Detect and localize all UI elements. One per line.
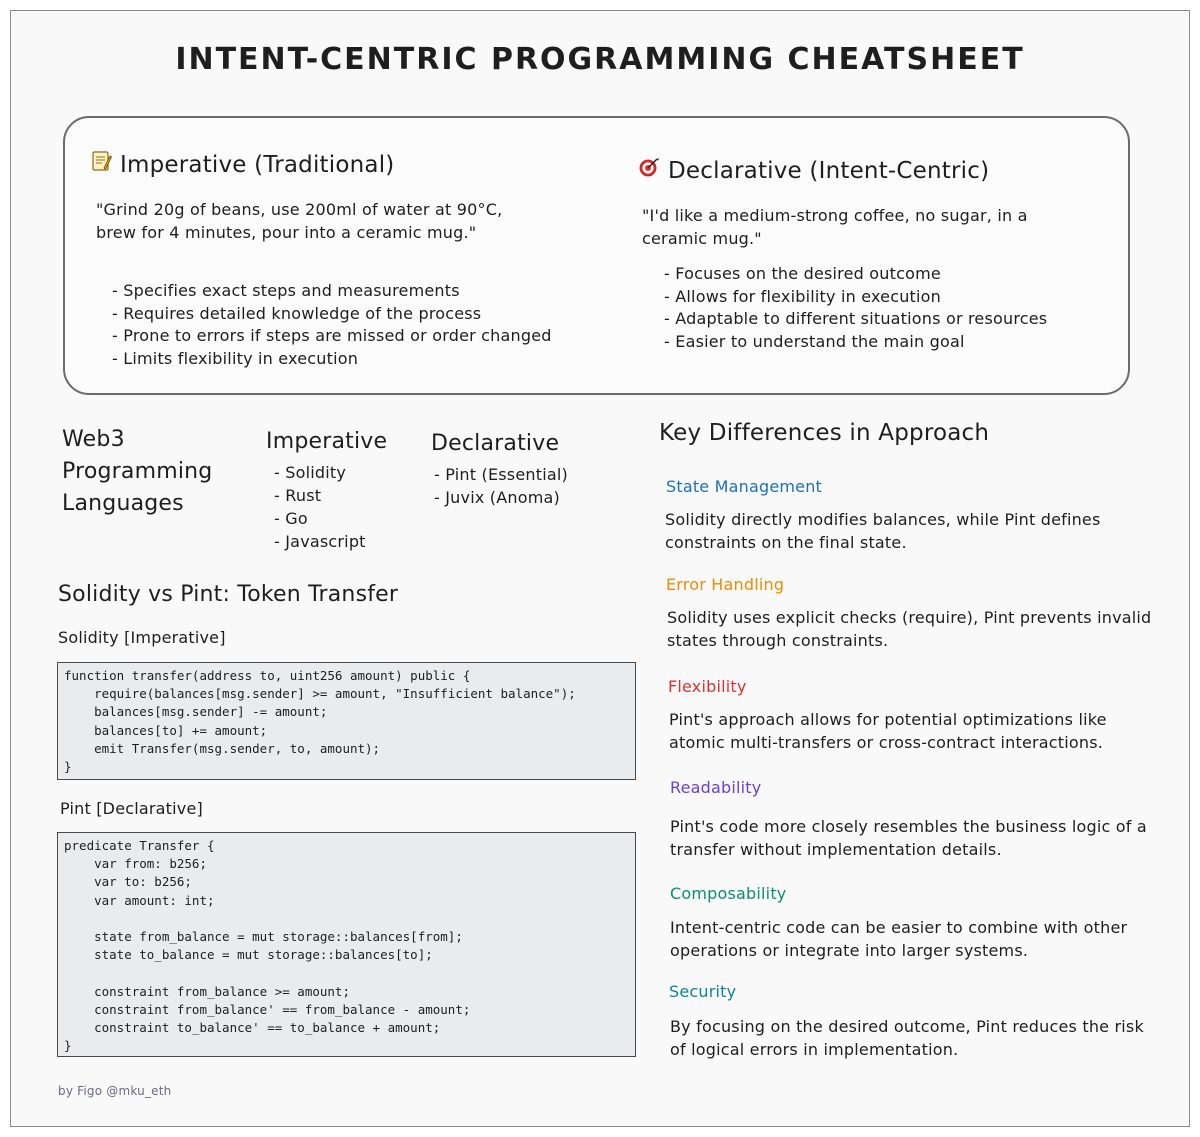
list-item: - Requires detailed knowledge of the process [112, 303, 552, 326]
list-item: - Go [274, 507, 366, 530]
imperative-languages-list [274, 461, 366, 553]
declarative-heading [638, 156, 989, 184]
imperative-bullets [112, 280, 552, 370]
difference-body: Solidity uses explicit checks (require), Pint prevents invalid states through constraints. [667, 608, 1152, 650]
pint-code-block: predicate Transfer { var from: b256; var to: b256; var amount: int; state from_balance = mut storage::balances[from]; state to_balance = mut storage::balances[to]; constraint from_balance >= amount; constraint from_balance' == from_balance - amount; constraint to_balance' == to_balance + amount; } [57, 832, 636, 1057]
languages-heading [62, 424, 212, 520]
comparison-heading: Solidity vs Pint: Token Transfer [58, 582, 399, 607]
difference-body: Pint's code more closely resembles the business logic of a transfer without implementation details. [670, 817, 1147, 859]
languages-heading-line: Languages [62, 491, 184, 516]
list-item: - Juvix (Anoma) [434, 486, 568, 509]
difference-title: State Management [666, 477, 823, 496]
languages-heading-line: Programming [62, 459, 213, 484]
difference-body: By focusing on the desired outcome, Pint reduces the risk of logical errors in implementation. [670, 1017, 1144, 1059]
list-item: - Prone to errors if steps are missed or order changed [112, 325, 552, 348]
difference-title: Error Handling [666, 575, 785, 594]
difference-title: Composability [670, 884, 787, 903]
imperative-heading [90, 150, 394, 178]
declarative-bullets [664, 263, 1047, 353]
difference-body: Solidity directly modifies balances, while Pint defines constraints on the final state. [665, 510, 1101, 552]
declarative-languages-title: Declarative [431, 431, 560, 456]
declarative-title: Declarative (Intent-Centric) [668, 158, 990, 184]
imperative-title: Imperative (Traditional) [120, 152, 395, 178]
list-item: - Limits flexibility in execution [112, 348, 552, 371]
memo-icon [90, 150, 112, 177]
target-icon [638, 156, 660, 183]
languages-heading-line: Web3 [62, 427, 125, 452]
declarative-languages-list [434, 463, 568, 509]
list-item: - Javascript [274, 530, 366, 553]
page-title: INTENT-CENTRIC PROGRAMMING CHEATSHEET [175, 42, 1025, 77]
imperative-languages-title: Imperative [266, 429, 388, 454]
difference-title: Readability [670, 778, 762, 797]
difference-title: Flexibility [668, 677, 747, 696]
list-item: - Rust [274, 484, 366, 507]
declarative-quote: "I'd like a medium-strong coffee, no sugar, in a ceramic mug." [642, 206, 1028, 248]
difference-title: Security [669, 982, 737, 1001]
list-item: - Pint (Essential) [434, 463, 568, 486]
author-credit: by Figo @mku_eth [58, 1084, 172, 1098]
pint-label: Pint [Declarative] [60, 799, 203, 818]
list-item: - Solidity [274, 461, 366, 484]
list-item: - Easier to understand the main goal [664, 331, 1047, 354]
list-item: - Specifies exact steps and measurements [112, 280, 552, 303]
difference-body: Intent-centric code can be easier to combine with other operations or integrate into larger systems. [670, 918, 1128, 960]
list-item: - Focuses on the desired outcome [664, 263, 1047, 286]
difference-body: Pint's approach allows for potential optimizations like atomic multi-transfers or cross-contract interactions. [669, 710, 1107, 752]
solidity-code-block: function transfer(address to, uint256 amount) public { require(balances[msg.sender] >= amount, "Insufficient balance"); balances[msg.sender] -= amount; balances[to] += amount; emit Transfer(msg.sender, to, amount); } [57, 662, 636, 780]
differences-heading: Key Differences in Approach [659, 420, 990, 446]
list-item: - Adaptable to different situations or resources [664, 308, 1047, 331]
imperative-quote: "Grind 20g of beans, use 200ml of water at 90°C, brew for 4 minutes, pour into a ceramic mug." [96, 200, 503, 242]
solidity-label: Solidity [Imperative] [58, 628, 226, 647]
list-item: - Allows for flexibility in execution [664, 286, 1047, 309]
